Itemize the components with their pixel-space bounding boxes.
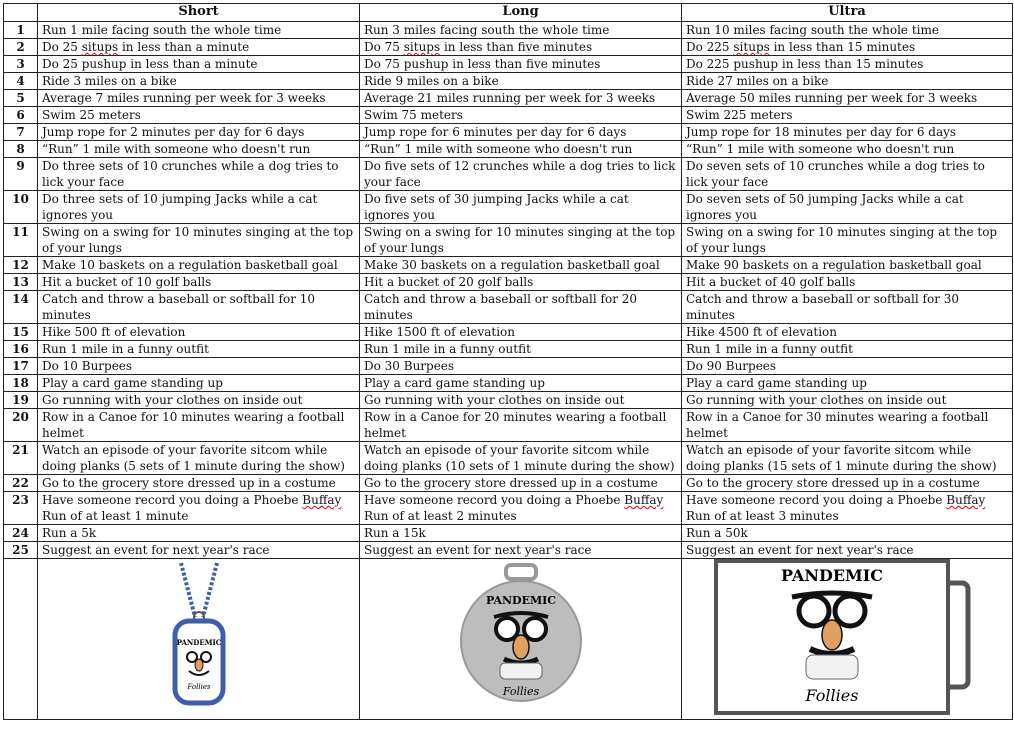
table-row <box>4 107 1013 124</box>
ultra-cell: Do 225 situps in less than 15 minutes <box>682 39 1013 56</box>
table-row <box>4 291 1013 324</box>
row-number: 18 <box>4 375 38 392</box>
short-cell: Do 10 Burpees <box>38 358 360 375</box>
award-long-medal <box>360 559 682 720</box>
row-number: 11 <box>4 224 38 257</box>
row-number: 6 <box>4 107 38 124</box>
short-cell: Run 1 mile in a funny outfit <box>38 341 360 358</box>
ultra-cell: Hit a bucket of 40 golf balls <box>682 274 1013 291</box>
long-cell: Catch and throw a baseball or softball for 20 minutes <box>360 291 682 324</box>
events-table <box>3 3 1013 720</box>
table-row <box>4 341 1013 358</box>
ultra-cell: Watch an episode of your favorite sitcom while doing planks (15 sets of 1 minute during the show) <box>682 442 1013 475</box>
short-cell: Do three sets of 10 crunches while a dog tries to lick your face <box>38 158 360 191</box>
table-row <box>4 73 1013 90</box>
long-cell: Jump rope for 6 minutes per day for 6 days <box>360 124 682 141</box>
short-cell: Row in a Canoe for 10 minutes wearing a football helmet <box>38 409 360 442</box>
short-cell: Suggest an event for next year's race <box>38 542 360 559</box>
buckle-logo-title: PANDEMIC <box>781 566 883 585</box>
table-row <box>4 525 1013 542</box>
dogtag-logo-subtitle: Follies <box>186 683 211 691</box>
long-cell: Hit a bucket of 20 golf balls <box>360 274 682 291</box>
long-cell: Go to the grocery store dressed up in a costume <box>360 475 682 492</box>
table-row <box>4 375 1013 392</box>
row-number: 14 <box>4 291 38 324</box>
ultra-cell: Swing on a swing for 10 minutes singing at the top of your lungs <box>682 224 1013 257</box>
long-cell: Watch an episode of your favorite sitcom while doing planks (10 sets of 1 minute during the show) <box>360 442 682 475</box>
table-row <box>4 392 1013 409</box>
long-cell: Ride 9 miles on a bike <box>360 73 682 90</box>
ultra-cell: Go to the grocery store dressed up in a costume <box>682 475 1013 492</box>
ultra-cell: Go running with your clothes on inside out <box>682 392 1013 409</box>
short-cell: Go running with your clothes on inside out <box>38 392 360 409</box>
ultra-cell: Average 50 miles running per week for 3 weeks <box>682 90 1013 107</box>
short-cell: Run 1 mile facing south the whole time <box>38 22 360 39</box>
short-cell: Average 7 miles running per week for 3 weeks <box>38 90 360 107</box>
ultra-cell: Run 1 mile in a funny outfit <box>682 341 1013 358</box>
table-row <box>4 358 1013 375</box>
short-cell: Jump rope for 2 minutes per day for 6 days <box>38 124 360 141</box>
long-cell: Swing on a swing for 10 minutes singing at the top of your lungs <box>360 224 682 257</box>
award-short-dogtag <box>38 559 360 720</box>
award-row <box>4 559 1013 720</box>
short-cell: Do three sets of 10 jumping Jacks while a cat ignores you <box>38 191 360 224</box>
long-cell: Row in a Canoe for 20 minutes wearing a football helmet <box>360 409 682 442</box>
long-cell: Do five sets of 30 jumping Jacks while a cat ignores you <box>360 191 682 224</box>
ultra-cell: Do 90 Burpees <box>682 358 1013 375</box>
short-cell: Hit a bucket of 10 golf balls <box>38 274 360 291</box>
table-row <box>4 542 1013 559</box>
long-cell: “Run” 1 mile with someone who doesn't run <box>360 141 682 158</box>
header-short: Short <box>38 4 360 22</box>
short-cell: Make 10 baskets on a regulation basketball goal <box>38 257 360 274</box>
table-row <box>4 324 1013 341</box>
ultra-cell: “Run” 1 mile with someone who doesn't run <box>682 141 1013 158</box>
ultra-cell: Have someone record you doing a Phoebe Buffay Run of at least 3 minutes <box>682 492 1013 525</box>
table-row <box>4 158 1013 191</box>
long-cell: Play a card game standing up <box>360 375 682 392</box>
row-number: 5 <box>4 90 38 107</box>
ultra-cell: Swim 225 meters <box>682 107 1013 124</box>
ultra-cell: Do seven sets of 10 crunches while a dog tries to lick your face <box>682 158 1013 191</box>
row-number: 19 <box>4 392 38 409</box>
header-ultra: Ultra <box>682 4 1013 22</box>
short-cell: Do 25 pushup in less than a minute <box>38 56 360 73</box>
table-row <box>4 274 1013 291</box>
row-number: 4 <box>4 73 38 90</box>
table-row <box>4 124 1013 141</box>
round-medal-image <box>456 559 586 709</box>
medal-logo-subtitle: Follies <box>502 685 539 698</box>
ultra-cell: Catch and throw a baseball or softball for 30 minutes <box>682 291 1013 324</box>
medal-logo-title: PANDEMIC <box>485 594 556 607</box>
ultra-cell: Hike 4500 ft of elevation <box>682 324 1013 341</box>
short-cell: Swim 25 meters <box>38 107 360 124</box>
row-number: 25 <box>4 542 38 559</box>
long-cell: Have someone record you doing a Phoebe Buffay Run of at least 2 minutes <box>360 492 682 525</box>
ultra-cell: Play a card game standing up <box>682 375 1013 392</box>
row-number: 23 <box>4 492 38 525</box>
row-number: 13 <box>4 274 38 291</box>
short-cell: Ride 3 miles on a bike <box>38 73 360 90</box>
short-cell: Play a card game standing up <box>38 375 360 392</box>
row-number: 7 <box>4 124 38 141</box>
ultra-cell: Row in a Canoe for 30 minutes wearing a football helmet <box>682 409 1013 442</box>
row-number: 21 <box>4 442 38 475</box>
ultra-cell: Jump rope for 18 minutes per day for 6 days <box>682 124 1013 141</box>
short-cell: Do 25 situps in less than a minute <box>38 39 360 56</box>
row-number: 16 <box>4 341 38 358</box>
long-cell: Average 21 miles running per week for 3 weeks <box>360 90 682 107</box>
row-number: 12 <box>4 257 38 274</box>
dogtag-medal-image <box>159 559 239 709</box>
short-cell: Run a 5k <box>38 525 360 542</box>
ultra-cell: Ride 27 miles on a bike <box>682 73 1013 90</box>
belt-buckle-image <box>712 559 982 715</box>
row-number: 3 <box>4 56 38 73</box>
long-cell: Run 3 miles facing south the whole time <box>360 22 682 39</box>
award-ultra-buckle <box>682 559 1013 720</box>
row-number: 20 <box>4 409 38 442</box>
table-row <box>4 492 1013 525</box>
long-cell: Run 1 mile in a funny outfit <box>360 341 682 358</box>
header-number <box>4 4 38 22</box>
long-cell: Do 75 pushup in less than five minutes <box>360 56 682 73</box>
short-cell: Hike 500 ft of elevation <box>38 324 360 341</box>
table-row <box>4 409 1013 442</box>
buckle-logo-subtitle: Follies <box>805 686 859 705</box>
table-row <box>4 224 1013 257</box>
short-cell: Go to the grocery store dressed up in a costume <box>38 475 360 492</box>
long-cell: Run a 15k <box>360 525 682 542</box>
short-cell: Catch and throw a baseball or softball for 10 minutes <box>38 291 360 324</box>
long-cell: Swim 75 meters <box>360 107 682 124</box>
table-row <box>4 141 1013 158</box>
table-row <box>4 56 1013 73</box>
long-cell: Make 30 baskets on a regulation basketball goal <box>360 257 682 274</box>
table-row <box>4 257 1013 274</box>
table-row <box>4 39 1013 56</box>
table-row <box>4 475 1013 492</box>
row-number: 1 <box>4 22 38 39</box>
short-cell: “Run” 1 mile with someone who doesn't run <box>38 141 360 158</box>
ultra-cell: Do 225 pushup in less than 15 minutes <box>682 56 1013 73</box>
table-row <box>4 90 1013 107</box>
ultra-cell: Make 90 baskets on a regulation basketball goal <box>682 257 1013 274</box>
table-row <box>4 191 1013 224</box>
ultra-cell: Do seven sets of 50 jumping Jacks while a cat ignores you <box>682 191 1013 224</box>
ultra-cell: Suggest an event for next year's race <box>682 542 1013 559</box>
table-row <box>4 22 1013 39</box>
row-number: 17 <box>4 358 38 375</box>
header-row <box>4 4 1013 22</box>
row-number: 15 <box>4 324 38 341</box>
long-cell: Do 30 Burpees <box>360 358 682 375</box>
table-row <box>4 442 1013 475</box>
short-cell: Watch an episode of your favorite sitcom while doing planks (5 sets of 1 minute during the show) <box>38 442 360 475</box>
award-row-number <box>4 559 38 720</box>
short-cell: Have someone record you doing a Phoebe Buffay Run of at least 1 minute <box>38 492 360 525</box>
row-number: 22 <box>4 475 38 492</box>
row-number: 10 <box>4 191 38 224</box>
long-cell: Hike 1500 ft of elevation <box>360 324 682 341</box>
long-cell: Go running with your clothes on inside out <box>360 392 682 409</box>
row-number: 24 <box>4 525 38 542</box>
short-cell: Swing on a swing for 10 minutes singing at the top of your lungs <box>38 224 360 257</box>
dogtag-logo-title: PANDEMIC <box>176 638 221 647</box>
long-cell: Do 75 situps in less than five minutes <box>360 39 682 56</box>
row-number: 2 <box>4 39 38 56</box>
row-number: 9 <box>4 158 38 191</box>
long-cell: Suggest an event for next year's race <box>360 542 682 559</box>
ultra-cell: Run a 50k <box>682 525 1013 542</box>
header-long: Long <box>360 4 682 22</box>
long-cell: Do five sets of 12 crunches while a dog tries to lick your face <box>360 158 682 191</box>
row-number: 8 <box>4 141 38 158</box>
ultra-cell: Run 10 miles facing south the whole time <box>682 22 1013 39</box>
